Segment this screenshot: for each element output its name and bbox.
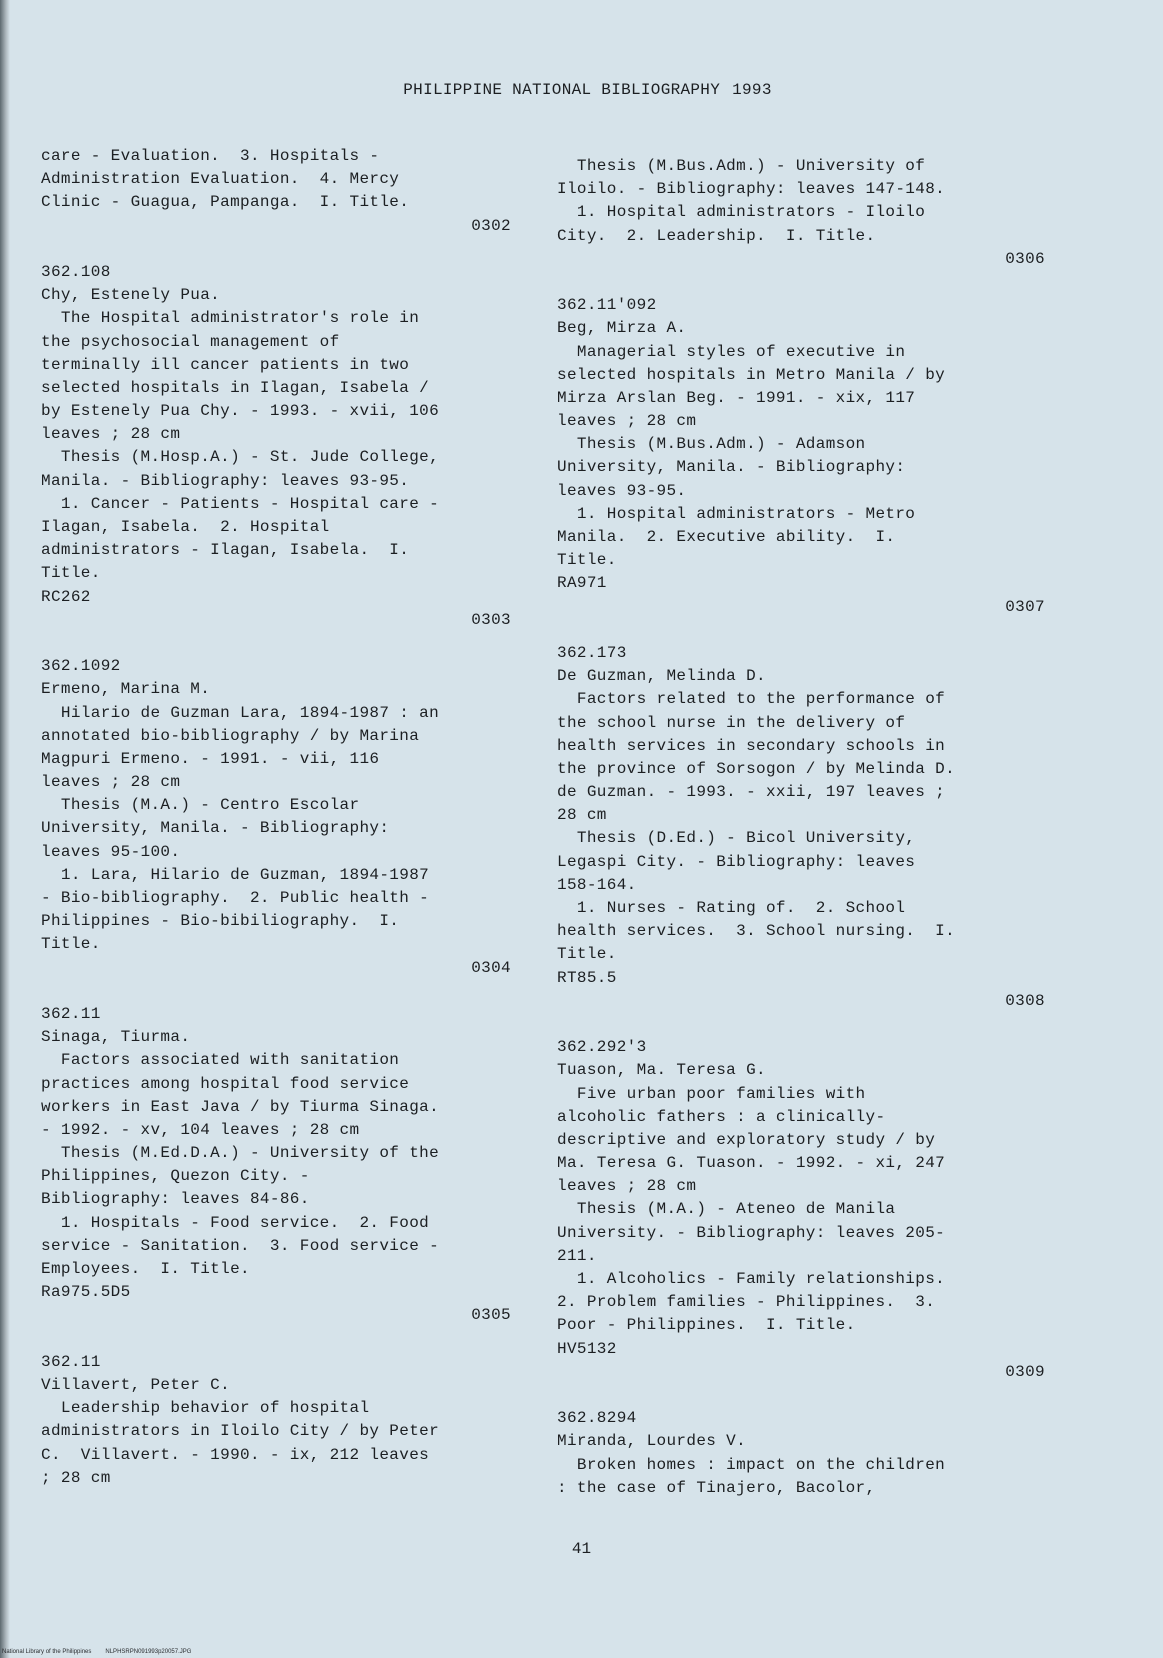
entry-gap xyxy=(557,619,1047,642)
entry-line: Iloilo. - Bibliography: leaves 147-148. xyxy=(557,180,946,199)
bibliography-entry xyxy=(557,642,1047,1036)
entry-line: HV5132 xyxy=(557,1339,617,1358)
entry-number: 0307 xyxy=(1005,597,1045,616)
entry-line: 362.108 xyxy=(41,262,111,281)
entry-line: selected hospitals in Ilagan, Isabela / xyxy=(41,378,430,397)
entry-line: University. - Bibliography: leaves 205- xyxy=(557,1223,946,1242)
scan-footer xyxy=(2,1648,191,1656)
entry-line: Administration Evaluation. 4. Mercy xyxy=(41,170,400,189)
bibliography-entry xyxy=(557,294,1047,642)
entry-line: 1. Hospital administrators - Iloilo xyxy=(557,203,926,222)
entry-line: Thesis (D.Ed.) - Bicol University, xyxy=(557,829,916,848)
entry-line: Legaspi City. - Bibliography: leaves xyxy=(557,852,916,871)
entry-line: leaves 93-95. xyxy=(557,481,687,500)
bibliography-entry xyxy=(41,655,511,1003)
entry-line: service - Sanitation. 3. Food service - xyxy=(41,1236,440,1255)
entry-line: University, Manila. - Bibliography: xyxy=(557,458,906,477)
bibliography-entry xyxy=(41,1003,511,1351)
bibliography-entry xyxy=(41,1351,511,1490)
entry-line: 1. Nurses - Rating of. 2. School xyxy=(557,899,906,917)
entry-gap xyxy=(41,1328,511,1351)
entry-line: de Guzman. - 1993. - xxii, 197 leaves ; xyxy=(557,783,946,802)
entry-line: Philippines - Bio-bibiliography. I. xyxy=(41,912,400,931)
entry-line: - 1992. - xv, 104 leaves ; 28 cm xyxy=(41,1120,360,1139)
entry-line: ; 28 cm xyxy=(41,1468,111,1487)
entry-line: practices among hospital food service xyxy=(41,1074,410,1093)
entry-line: Tuason, Ma. Teresa G. xyxy=(557,1061,766,1080)
entry-line: RA971 xyxy=(557,574,607,593)
entry-line: leaves ; 28 cm xyxy=(557,1177,697,1196)
entry-line: 362.292'3 xyxy=(557,1038,647,1057)
entry-line: University, Manila. - Bibliography: xyxy=(41,819,390,838)
entry-line: Title. xyxy=(557,551,617,570)
entry-line: Hilario de Guzman Lara, 1894-1987 : an xyxy=(41,703,440,722)
bibliography-entry xyxy=(41,145,511,261)
entry-number: 0308 xyxy=(1005,991,1045,1010)
header-title: PHILIPPINE NATIONAL BIBLIOGRAPHY xyxy=(403,81,721,99)
entry-line: Beg, Mirza A. xyxy=(557,319,687,338)
entry-line: Leadership behavior of hospital xyxy=(41,1399,370,1418)
entry-gap xyxy=(557,1384,1047,1407)
entry-line: alcoholic fathers : a clinically- xyxy=(557,1107,886,1126)
entry-line: 362.11 xyxy=(41,1352,101,1371)
entry-line: 362.11'092 xyxy=(557,296,657,315)
entry-line: Manila. 2. Executive ability. I. xyxy=(557,528,896,546)
entry-line: Bibliography: leaves 84-86. xyxy=(41,1190,310,1209)
entry-number: 0304 xyxy=(471,958,511,977)
entry-line: - Bio-bibliography. 2. Public health - xyxy=(41,889,430,907)
entry-line: leaves 95-100. xyxy=(41,842,181,861)
entry-line: the school nurse in the delivery of xyxy=(557,713,906,732)
page-number: 41 xyxy=(571,1540,592,1558)
entry-line: Villavert, Peter C. xyxy=(41,1375,231,1394)
entry-line: Manila. - Bibliography: leaves 93-95. xyxy=(41,471,410,490)
left-column xyxy=(41,145,511,1490)
entry-line: leaves ; 28 cm xyxy=(41,425,181,444)
entry-line: 1. Hospital administrators - Metro xyxy=(557,504,916,523)
page-binding-edge xyxy=(0,0,10,1658)
entry-line: 1. Cancer - Patients - Hospital care - xyxy=(41,494,440,513)
entry-line: Ermeno, Marina M. xyxy=(41,680,211,699)
entry-line: Title. xyxy=(41,935,101,954)
entry-line: 158-164. xyxy=(557,875,637,894)
entry-line: Factors associated with sanitation xyxy=(41,1051,400,1070)
entry-line: Philippines, Quezon City. - xyxy=(41,1167,310,1186)
entry-line: annotated bio-bibliography / by Marina xyxy=(41,726,420,745)
entry-gap xyxy=(557,271,1047,294)
entry-gap xyxy=(41,238,511,261)
footer-filename: NLPHSRPN091993p20057.JPG xyxy=(105,1649,192,1655)
entry-line: by Estenely Pua Chy. - 1993. - xvii, 106 xyxy=(41,402,440,421)
entry-line: 362.1092 xyxy=(41,657,121,676)
entry-line: Title. xyxy=(41,564,101,583)
entry-number: 0309 xyxy=(1005,1362,1045,1381)
header-year: 1993 xyxy=(732,81,772,99)
entry-line: Magpuri Ermeno. - 1991. - vii, 116 xyxy=(41,749,380,768)
entry-line: selected hospitals in Metro Manila / by xyxy=(557,365,946,384)
entry-line: Poor - Philippines. I. Title. xyxy=(557,1316,856,1335)
entry-line: Thesis (M.A.) - Centro Escolar xyxy=(41,796,360,815)
entry-line: administrators in Iloilo City / by Peter xyxy=(41,1422,440,1441)
bibliography-entry xyxy=(557,155,1047,294)
entry-line: Broken homes : impact on the children xyxy=(557,1455,946,1474)
entry-line: health services in secondary schools in xyxy=(557,736,946,755)
entry-line: Mirza Arslan Beg. - 1991. - xix, 117 xyxy=(557,388,916,407)
entry-line: Thesis (M.Bus.Adm.) - Adamson xyxy=(557,435,866,454)
entry-line: the province of Sorsogon / by Melinda D. xyxy=(557,759,956,778)
entry-line: 1. Hospitals - Food service. 2. Food xyxy=(41,1213,430,1232)
entry-line: 1. Lara, Hilario de Guzman, 1894-1987 xyxy=(41,865,430,884)
entry-line: RC262 xyxy=(41,587,91,606)
entry-line: care - Evaluation. 3. Hospitals - xyxy=(41,147,380,165)
entry-line: leaves ; 28 cm xyxy=(41,773,181,792)
entry-line: Managerial styles of executive in xyxy=(557,342,906,361)
entry-line: Factors related to the performance of xyxy=(557,690,946,709)
entry-line: leaves ; 28 cm xyxy=(557,412,697,431)
entry-line: Employees. I. Title. xyxy=(41,1260,250,1278)
entry-line: Thesis (M.Hosp.A.) - St. Jude College, xyxy=(41,448,440,467)
entry-line: health services. 3. School nursing. I. xyxy=(557,922,956,941)
entry-number: 0305 xyxy=(471,1306,511,1325)
entry-line: the psychosocial management of xyxy=(41,332,340,351)
entry-number: 0306 xyxy=(1005,249,1045,268)
entry-line: C. Villavert. - 1990. - ix, 212 leaves xyxy=(41,1445,430,1464)
entry-line: administrators - Ilagan, Isabela. I. xyxy=(41,541,410,560)
entry-line: 2. Problem families - Philippines. 3. xyxy=(557,1293,936,1312)
entry-number: 0302 xyxy=(471,216,511,235)
entry-line: Clinic - Guagua, Pampanga. I. Title. xyxy=(41,193,410,212)
entry-line: 1. Alcoholics - Family relationships. xyxy=(557,1270,946,1288)
entry-line: Ma. Teresa G. Tuason. - 1992. - xi, 247 xyxy=(557,1154,946,1173)
entry-line: 211. xyxy=(557,1246,597,1265)
entry-line: Ra975.5D5 xyxy=(41,1283,131,1302)
entry-line: De Guzman, Melinda D. xyxy=(557,667,766,686)
entry-number: 0303 xyxy=(471,610,511,629)
entry-line: 362.173 xyxy=(557,643,627,662)
entry-line: Ilagan, Isabela. 2. Hospital xyxy=(41,518,330,536)
page-header xyxy=(0,81,1163,99)
footer-library: National Library of the Philippines xyxy=(2,1649,92,1655)
entry-line: 28 cm xyxy=(557,806,607,825)
entry-line: descriptive and exploratory study / by xyxy=(557,1130,936,1149)
right-column xyxy=(557,155,1047,1500)
entry-line: RT85.5 xyxy=(557,968,617,987)
entry-line: Chy, Estenely Pua. xyxy=(41,286,221,305)
entry-line: Miranda, Lourdes V. xyxy=(557,1432,747,1451)
entry-line: The Hospital administrator's role in xyxy=(41,309,420,328)
entry-line: terminally ill cancer patients in two xyxy=(41,355,410,374)
entry-line: Five urban poor families with xyxy=(557,1084,866,1103)
entry-line: workers in East Java / by Tiurma Sinaga. xyxy=(41,1097,440,1116)
entry-line: 362.8294 xyxy=(557,1409,637,1428)
entry-line: Thesis (M.Ed.D.A.) - University of the xyxy=(41,1144,440,1163)
entry-line: Thesis (M.A.) - Ateneo de Manila xyxy=(557,1200,896,1219)
entry-line: : the case of Tinajero, Bacolor, xyxy=(557,1478,876,1497)
entry-gap xyxy=(557,1013,1047,1036)
bibliography-entry xyxy=(557,1407,1047,1500)
entry-line: Sinaga, Tiurma. xyxy=(41,1028,191,1047)
entry-gap xyxy=(41,632,511,655)
entry-line: Thesis (M.Bus.Adm.) - University of xyxy=(557,157,926,175)
entry-gap xyxy=(41,980,511,1003)
entry-line: Title. xyxy=(557,945,617,964)
entry-line: 362.11 xyxy=(41,1004,101,1023)
bibliography-entry xyxy=(557,1036,1047,1407)
bibliography-entry xyxy=(41,261,511,655)
entry-line: City. 2. Leadership. I. Title. xyxy=(557,226,876,245)
